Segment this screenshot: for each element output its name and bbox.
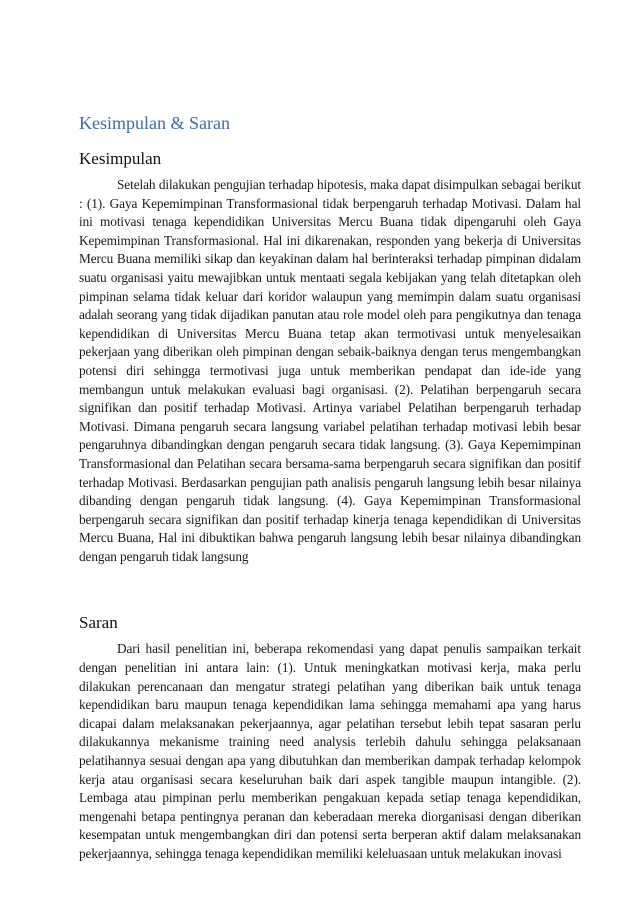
section-heading-saran: Saran bbox=[79, 613, 118, 633]
section-saran bbox=[79, 612, 581, 863]
section-heading-kesimpulan: Kesimpulan bbox=[79, 149, 162, 168]
page-title: Kesimpulan & Saran bbox=[79, 113, 230, 133]
paragraph-saran: Dari hasil penelitian ini, beberapa rekomendasi yang dapat penulis sampaikan terkait dengan penelitian ini antara lain: (1). Untuk meningkatkan motivasi kerja, maka perlu dilakukan perencanaan dan mengatur strategi pelatihan yang diberikan baik untuk tenaga kependidikan baru maupun tenaga kependidikan lama sehingga memahami apa yang harus dicapai dalam melaksanakan pekerjaannya, agar pelatihan tersebut lebih tepat sasaran perlu dilakukannya mekanisme training need analysis terlebih dahulu sehingga pelaksanaan pelatihannya sesuai dengan apa yang dibutuhkan dan memberikan dampak terhadap kelompok kerja atau organisasi secara keseluruhan baik dari aspek tangible maupun intangible. (2). Lembaga atau pimpinan perlu memberikan pengakuan kepada setiap tenaga kependidikan, mengenahi betapa pentingnya peranan dan keberadaan mereka diorganisasi dengan diberikan kesempatan untuk mengembangkan diri dan potensi serta berperan aktif dalam melaksanakan pekerjaannya, sehingga tenaga kependidikan memiliki keleluasaan untuk melakukan inovasi bbox=[79, 641, 581, 861]
section-kesimpulan bbox=[79, 148, 581, 566]
paragraph-kesimpulan: Setelah dilakukan pengujian terhadap hipotesis, maka dapat disimpulkan sebagai berikut : (1). Gaya Kepemimpinan Transformasional tidak berpengaruh terhadap Motivasi. Dalam hal ini motivasi tenaga kependidikan Universitas Mercu Buana tidak dipengaruhi oleh Gaya Kepemimpinan Transformasional. Hal ini dikarenakan, responden yang bekerja di Universitas Mercu Buana memiliki sikap dan keyakinan dalam hal berinteraksi terhadap pimpinan didalam suatu organisasi yaitu mewajibkan untuk mentaati segala kebijakan yang telah ditetapkan oleh pimpinan selama tidak keluar dari koridor walaupun yang memimpin dalam suatu organisasi adalah seorang yang tidak dijadikan panutan atau role model oleh para pengikutnya dan tenaga kependidikan di Universitas Mercu Buana tetap akan termotivasi untuk menyelesaikan pekerjaan yang diberikan oleh pimpinan dengan sebaik-baiknya dengan terus mengembangkan potensi diri sehingga termotivasi juga untuk memberikan pendapat dan ide-ide yang membangun untuk melakukan evaluasi bagi organisasi. (2). Pelatihan berpengaruh secara signifikan dan positif terhadap Motivasi. Artinya variabel Pelatihan berpengaruh terhadap Motivasi. Dimana pengaruh secara langsung variabel pelatihan terhadap motivasi lebih besar pengaruhnya dibandingkan dengan pengaruh secara tidak langsung. (3). Gaya Kepemimpinan Transformasional dan Pelatihan secara bersama-sama berpengaruh secara signifikan dan positif terhadap Motivasi. Berdasarkan pengujian path analisis pengaruh langsung lebih besar nilainya dibanding dengan pengaruh tidak langsung. (4). Gaya Kepemimpinan Transformasional berpengaruh secara signifikan dan positif terhadap kinerja tenaga kependidikan di Universitas Mercu Buana, Hal ini dibuktikan bahwa pengaruh langsung lebih besar nilainya dibandingkan dengan pengaruh tidak langsung bbox=[79, 177, 581, 564]
